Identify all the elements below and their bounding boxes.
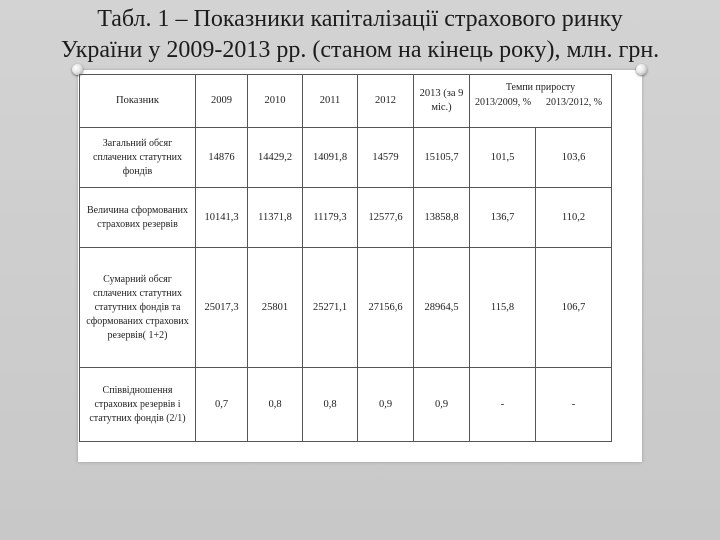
ring-top-right-icon	[636, 64, 647, 75]
table-cell: 0,8	[303, 368, 358, 442]
table-cell: 136,7	[470, 188, 536, 248]
table-row	[80, 188, 612, 248]
header-2010: 2010	[248, 75, 303, 128]
table-cell: 106,7	[536, 248, 612, 368]
table-cell: 27156,6	[358, 248, 414, 368]
table-row	[80, 128, 612, 188]
table-cell: 0,9	[358, 368, 414, 442]
table-row	[80, 248, 612, 368]
table-cell: 103,6	[536, 128, 612, 188]
header-2012: 2012	[358, 75, 414, 128]
header-2009: 2009	[196, 75, 248, 128]
header-2011: 2011	[303, 75, 358, 128]
header-2013: 2013 (за 9 міс.)	[414, 75, 470, 128]
table-row	[80, 368, 612, 442]
header-growth-2013-2009: 2013/2009, %	[474, 97, 532, 108]
row-label: Величина сформованих страхових резервів	[80, 188, 196, 248]
table-cell: 25801	[248, 248, 303, 368]
table-cell: 25271,1	[303, 248, 358, 368]
table-cell: 13858,8	[414, 188, 470, 248]
row-label: Співвідношення страхових резервів і статутних фондів (2/1)	[80, 368, 196, 442]
table-cell: 12577,6	[358, 188, 414, 248]
title-line-2: України у 2009-2013 рр. (станом на кінець року), млн. грн.	[60, 37, 660, 63]
slide-title	[0, 4, 720, 66]
table-cell: 14429,2	[248, 128, 303, 188]
table-cell: -	[536, 368, 612, 442]
table-cell: 101,5	[470, 128, 536, 188]
table-cell: 14579	[358, 128, 414, 188]
table-cell: 10141,3	[196, 188, 248, 248]
table-cell: 0,7	[196, 368, 248, 442]
header-growth-2013-2012: 2013/2012, %	[545, 97, 603, 108]
capitalization-table	[79, 74, 612, 442]
table-cell: 11179,3	[303, 188, 358, 248]
table-cell: 25017,3	[196, 248, 248, 368]
row-label: Загальний обсяг сплачених статутних фондів	[80, 128, 196, 188]
table-cell: 0,9	[414, 368, 470, 442]
table-cell: 0,8	[248, 368, 303, 442]
table-cell: 14876	[196, 128, 248, 188]
header-growth	[470, 75, 612, 128]
table-cell: 11371,8	[248, 188, 303, 248]
table-cell: 28964,5	[414, 248, 470, 368]
table-cell: -	[470, 368, 536, 442]
header-indicator: Показник	[80, 75, 196, 128]
table-header-row	[80, 75, 612, 128]
table-cell: 110,2	[536, 188, 612, 248]
table-cell: 115,8	[470, 248, 536, 368]
header-growth-title: Темпи приросту	[505, 82, 576, 93]
table-cell: 15105,7	[414, 128, 470, 188]
table-cell: 14091,8	[303, 128, 358, 188]
row-label: Сумарний обсяг сплачених статутних статутних фондів та сформованих страхових резервів( 1+2)	[80, 248, 196, 368]
title-line-1: Табл. 1 – Показники капіталізації страхового ринку	[97, 6, 623, 32]
